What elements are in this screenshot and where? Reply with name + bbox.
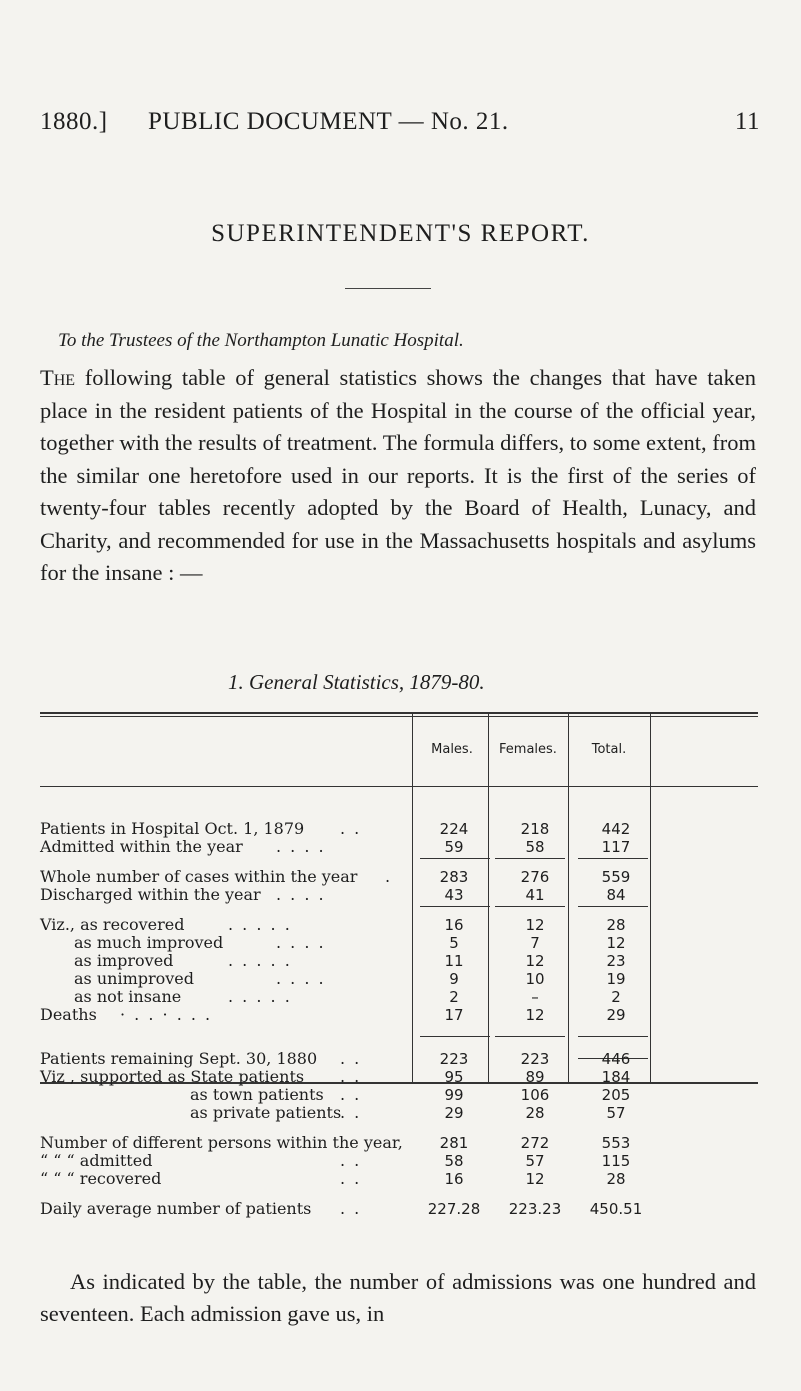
row-leaders: . bbox=[385, 867, 393, 886]
total-value: 117 bbox=[601, 838, 631, 856]
row-leaders: . . bbox=[340, 1169, 362, 1188]
total-value: 442 bbox=[601, 820, 631, 838]
row-leaders: . . . . bbox=[276, 885, 326, 904]
total-value: 28 bbox=[606, 916, 626, 934]
sum-rule bbox=[578, 906, 648, 907]
males-value: 11 bbox=[444, 952, 464, 970]
row-label: “ “ “ recovered bbox=[40, 1169, 162, 1188]
total-value: 450.51 bbox=[589, 1200, 643, 1218]
males-value: 59 bbox=[444, 838, 464, 856]
females-value: 10 bbox=[525, 970, 545, 988]
row-leaders: . . . . bbox=[276, 933, 326, 952]
salutation: To the Trustees of the Northampton Lunatic Hospital. bbox=[58, 330, 464, 351]
column-header-total: Total. bbox=[591, 742, 627, 757]
sum-rule bbox=[578, 858, 648, 859]
females-value: 218 bbox=[520, 820, 550, 838]
males-value: 17 bbox=[444, 1006, 464, 1024]
males-value: 95 bbox=[444, 1068, 464, 1086]
page-number: 11 bbox=[734, 108, 760, 135]
header-year: 1880.] bbox=[40, 108, 108, 135]
sum-rule bbox=[495, 858, 565, 859]
report-title: SUPERINTENDENT'S REPORT. bbox=[211, 220, 590, 247]
total-value: 184 bbox=[601, 1068, 631, 1086]
sum-rule bbox=[578, 1036, 648, 1037]
total-value: 559 bbox=[601, 868, 631, 886]
females-value: 272 bbox=[520, 1134, 550, 1152]
row-leaders: · . . · . . . bbox=[120, 1005, 213, 1024]
row-leaders: . . . . bbox=[276, 969, 326, 988]
sum-rule bbox=[420, 858, 490, 859]
row-label: Patients remaining Sept. 30, 1880 bbox=[40, 1049, 318, 1068]
table-caption: 1. General Statistics, 1879-80. bbox=[228, 670, 485, 694]
females-value: 58 bbox=[525, 838, 545, 856]
row-label: “ “ “ admitted bbox=[40, 1151, 153, 1170]
row-label: Admitted within the year bbox=[40, 837, 243, 856]
males-value: 99 bbox=[444, 1086, 464, 1104]
row-leaders: . . . . . bbox=[228, 915, 292, 934]
row-label: as town patients bbox=[190, 1085, 324, 1104]
females-value: 106 bbox=[520, 1086, 550, 1104]
row-label: as unimproved bbox=[74, 969, 195, 988]
total-value: 23 bbox=[606, 952, 626, 970]
males-value: 9 bbox=[449, 970, 459, 988]
males-value: 29 bbox=[444, 1104, 464, 1122]
total-value: 29 bbox=[606, 1006, 626, 1024]
row-label: as improved bbox=[74, 951, 174, 970]
row-label: Viz , supported as State patients bbox=[40, 1067, 305, 1086]
total-value: 28 bbox=[606, 1170, 626, 1188]
females-value: 7 bbox=[530, 934, 540, 952]
females-value: – bbox=[531, 988, 539, 1006]
males-value: 43 bbox=[444, 886, 464, 904]
males-value: 283 bbox=[439, 868, 469, 886]
intro-lead: The bbox=[40, 365, 76, 390]
header-title: PUBLIC DOCUMENT — No. 21. bbox=[148, 108, 509, 135]
row-leaders: . . bbox=[340, 1067, 362, 1086]
total-value: 84 bbox=[606, 886, 626, 904]
total-value: 57 bbox=[606, 1104, 626, 1122]
females-value: 41 bbox=[525, 886, 545, 904]
row-label: as much improved bbox=[74, 933, 224, 952]
males-value: 5 bbox=[449, 934, 459, 952]
females-value: 57 bbox=[525, 1152, 545, 1170]
males-value: 281 bbox=[439, 1134, 469, 1152]
total-value: 19 bbox=[606, 970, 626, 988]
row-leaders: . . bbox=[340, 1151, 362, 1170]
males-value: 2 bbox=[449, 988, 459, 1006]
row-label: Viz., as recovered bbox=[40, 915, 185, 934]
males-value: 16 bbox=[444, 1170, 464, 1188]
row-label: Patients in Hospital Oct. 1, 1879 bbox=[40, 819, 305, 838]
sum-rule bbox=[495, 1036, 565, 1037]
total-value: 115 bbox=[601, 1152, 631, 1170]
row-leaders: . . . . bbox=[276, 837, 326, 856]
row-leaders: . . bbox=[340, 1199, 362, 1218]
females-value: 223 bbox=[520, 1050, 550, 1068]
sum-rule bbox=[495, 906, 565, 907]
females-value: 223.23 bbox=[508, 1200, 562, 1218]
sum-rule bbox=[420, 906, 490, 907]
males-value: 227.28 bbox=[427, 1200, 481, 1218]
females-value: 12 bbox=[525, 916, 545, 934]
total-value: 205 bbox=[601, 1086, 631, 1104]
column-header-males: Males. bbox=[431, 742, 473, 757]
females-value: 12 bbox=[525, 1170, 545, 1188]
total-value: 12 bbox=[606, 934, 626, 952]
row-label: Whole number of cases within the year bbox=[40, 867, 358, 886]
females-value: 12 bbox=[525, 952, 545, 970]
row-leaders: . . . . . bbox=[228, 987, 292, 1006]
males-value: 58 bbox=[444, 1152, 464, 1170]
statistics-table bbox=[40, 712, 758, 1086]
row-leaders: . . . . . bbox=[228, 951, 292, 970]
closing-paragraph: As indicated by the table, the number of admissions was one hundred and seventeen. Each admission gave us, in bbox=[40, 1269, 756, 1326]
intro-text: following table of general statistics shows the changes that have taken place in the resident patients of the Hospital in the course of the official year, together with the results of treatment. The formula differs, to some extent, from the similar one heretofore used in our reports. It is the first of the series of twenty-four tables recently adopted by the Board of Health, Lunacy, and Charity, and recommended for use in the Massachusetts hospitals and asylums for the insane : — bbox=[40, 365, 756, 585]
column-divider bbox=[412, 714, 413, 1082]
row-label: Daily average number of patients bbox=[40, 1199, 312, 1218]
row-label: as not insane bbox=[74, 987, 182, 1006]
row-leaders: . . bbox=[340, 1049, 362, 1068]
females-value: 12 bbox=[525, 1006, 545, 1024]
row-label: as private patients bbox=[190, 1103, 342, 1122]
row-leaders: . . bbox=[340, 1103, 362, 1122]
total-value: 446 bbox=[601, 1050, 631, 1068]
females-value: 276 bbox=[520, 868, 550, 886]
row-label: Discharged within the year bbox=[40, 885, 261, 904]
males-value: 16 bbox=[444, 916, 464, 934]
total-value: 2 bbox=[611, 988, 621, 1006]
title-divider bbox=[345, 288, 431, 289]
females-value: 28 bbox=[525, 1104, 545, 1122]
males-value: 223 bbox=[439, 1050, 469, 1068]
total-value: 553 bbox=[601, 1134, 631, 1152]
sum-rule bbox=[420, 1036, 490, 1037]
females-value: 89 bbox=[525, 1068, 545, 1086]
row-leaders: . . bbox=[340, 819, 362, 838]
row-label: Deaths bbox=[40, 1005, 97, 1024]
row-label: Number of different persons within the year, bbox=[40, 1133, 403, 1152]
intro-paragraph bbox=[40, 362, 756, 590]
males-value: 224 bbox=[439, 820, 469, 838]
column-header-females: Females. bbox=[499, 742, 557, 757]
row-leaders: . . bbox=[340, 1085, 362, 1104]
